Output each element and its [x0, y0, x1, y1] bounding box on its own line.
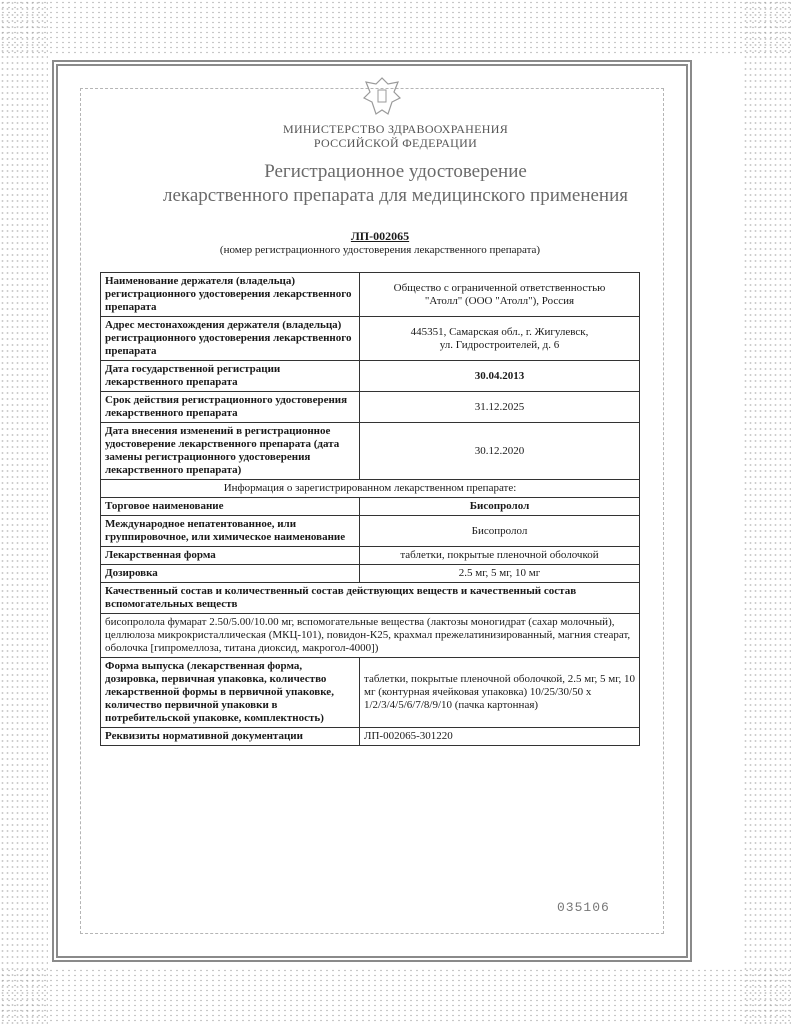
- dosage-form-value: таблетки, покрытые пленочной оболочкой: [360, 547, 640, 565]
- table-row: [101, 361, 640, 392]
- composition-text: бисопролола фумарат 2.50/5.00/10.00 мг, вспомогательные вещества (лактозы моногидрат (сахар молочный), целлюлоза микрокристаллическая (МКЦ-101), повидон-К25, крахмал прежелатинизированный, магния стеарат, оболочка [гипромеллоза, титана диоксид, макрогол-4000]): [101, 614, 640, 658]
- holder-address-line-2: ул. Гидростроителей, д. 6: [439, 338, 560, 351]
- inn-label: Международное непатентованное, или группировочное, или химическое наименование: [101, 516, 360, 547]
- dosage-label: Дозировка: [101, 565, 360, 583]
- table-row: [101, 728, 640, 746]
- table-row: [101, 317, 640, 361]
- drug-info-heading: Информация о зарегистрированном лекарственном препарате:: [101, 480, 640, 498]
- table-row: [101, 498, 640, 516]
- holder-address-line-1: 445351, Самарская обл., г. Жигулевск,: [410, 325, 589, 338]
- composition-label: Качественный состав и количественный состав действующих веществ и качественный состав вспомогательных веществ: [101, 583, 640, 614]
- table-row: [101, 547, 640, 565]
- table-row: [101, 392, 640, 423]
- scan-noise-bottom: [0, 968, 791, 1024]
- title-line-2: лекарственного препарата для медицинского применения: [162, 185, 628, 206]
- dosage-form-label: Лекарственная форма: [101, 547, 360, 565]
- form-serial-number: 035106: [557, 900, 610, 915]
- ministry-line-2: РОССИЙСКОЙ ФЕДЕРАЦИИ: [313, 136, 478, 150]
- table-row: [101, 423, 640, 480]
- release-form-value: таблетки, покрытые пленочной оболочкой, 2.5 мг, 5 мг, 10 мг (контурная ячейковая упаковка) 10/25/30/50 x 1/2/3/4/5/6/7/8/9/10 (пачка картонная): [360, 658, 640, 728]
- dosage-value: 2.5 мг, 5 мг, 10 мг: [360, 565, 640, 583]
- table-row: [101, 273, 640, 317]
- coat-of-arms-icon: [358, 74, 406, 120]
- holder-address-label: Адрес местонахождения держателя (владельца) регистрационного удостоверения лекарственного препарата: [101, 317, 360, 361]
- table-row: [101, 658, 640, 728]
- trade-name-label: Торговое наименование: [101, 498, 360, 516]
- certificate-table: [100, 272, 640, 746]
- change-date-label: Дата внесения изменений в регистрационное удостоверение лекарственного препарата (дата замены регистрационного удостоверения лекарственного препарата): [101, 423, 360, 480]
- table-row: [101, 583, 640, 614]
- registration-number-caption: (номер регистрационного удостоверения лекарственного препарата): [219, 244, 541, 256]
- normative-docs-label: Реквизиты нормативной документации: [101, 728, 360, 746]
- inn-value: Бисопролол: [360, 516, 640, 547]
- scan-noise-top: [0, 0, 791, 56]
- table-row: [101, 565, 640, 583]
- ministry-name: [0, 122, 791, 150]
- title-line-1: Регистрационное удостоверение: [264, 161, 527, 182]
- holder-name-line-2: "Атолл" (ООО "Атолл"), Россия: [424, 294, 575, 307]
- certificate-title: [0, 160, 791, 208]
- holder-name-label: Наименование держателя (владельца) регистрационного удостоверения лекарственного препарата: [101, 273, 360, 317]
- trade-name-value: Бисопролол: [360, 498, 640, 516]
- change-date-value: 30.12.2020: [360, 423, 640, 480]
- registration-date-value: 30.04.2013: [360, 361, 640, 392]
- registration-date-label: Дата государственной регистрации лекарственного препарата: [101, 361, 360, 392]
- holder-name-value: [360, 273, 640, 317]
- scan-noise-left: [0, 0, 48, 1024]
- table-row: [101, 516, 640, 547]
- ministry-line-1: МИНИСТЕРСТВО ЗДРАВООХРАНЕНИЯ: [282, 122, 509, 136]
- validity-label: Срок действия регистрационного удостоверения лекарственного препарата: [101, 392, 360, 423]
- registration-number: ЛП-002065: [350, 229, 410, 243]
- table-row: [101, 480, 640, 498]
- table-row: [101, 614, 640, 658]
- scan-noise-right: [743, 0, 791, 1024]
- holder-name-line-1: Общество с ограниченной ответственностью: [393, 281, 606, 294]
- normative-docs-value: ЛП-002065-301220: [360, 728, 640, 746]
- holder-address-value: [360, 317, 640, 361]
- validity-value: 31.12.2025: [360, 392, 640, 423]
- release-form-label: Форма выпуска (лекарственная форма, дозировка, первичная упаковка, количество лекарственной формы в первичной упаковке, количество первичной упаковки в потребительской упаковке, комплектность): [101, 658, 360, 728]
